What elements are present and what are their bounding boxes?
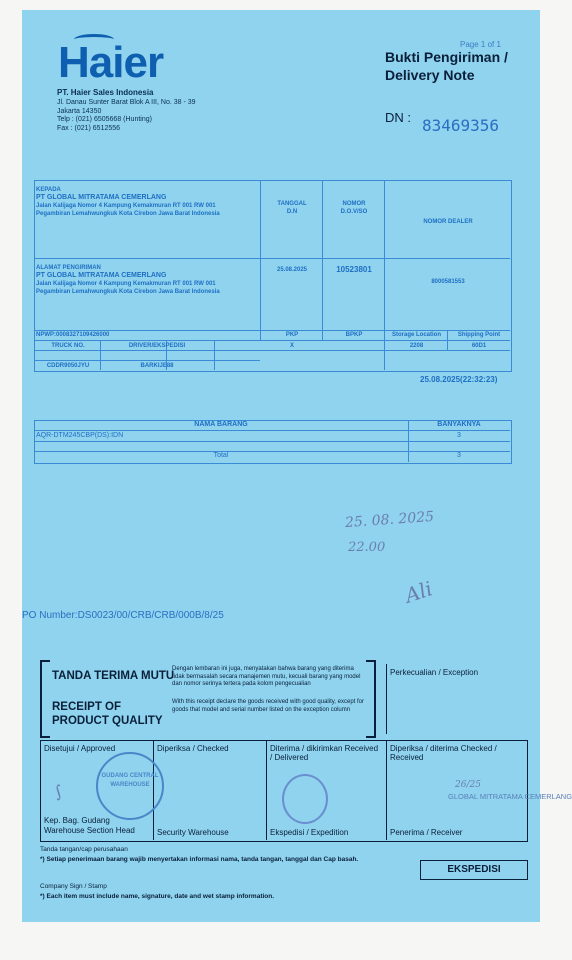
dn-number: 83469356: [422, 116, 500, 135]
shipping-value: 60D1: [471, 343, 487, 349]
storage-label: Storage Location: [391, 332, 441, 338]
table-divider: [34, 430, 510, 431]
table-divider: [384, 180, 385, 370]
table-divider: [322, 180, 323, 340]
company-name: PT. Haier Sales Indonesia: [57, 88, 154, 97]
receiver-date: 26/25: [455, 780, 481, 790]
delivered-role: Ekspedisi / Expedition: [270, 828, 349, 837]
item-qty: 3: [457, 432, 461, 439]
nomor-sub: D.O.V/SO: [340, 209, 368, 215]
truck-label: TRUCK NO.: [51, 343, 85, 349]
receipt-text-id: Dengan lembaran ini juga, menyatakan bahwa barang yang diterima tidak bermasalah secara manajemen mutu, kecuali barang yang model dan nomor serinya tertera pada kolom pengecualian: [172, 666, 361, 687]
kepada-label: KEPADA: [36, 187, 61, 193]
haier-logo: Haier: [58, 38, 164, 87]
title-en: Delivery Note: [385, 67, 475, 83]
nomor-dealer-label: NOMOR DEALER: [423, 219, 473, 225]
received-delivered-label: Diterima / dikirimkan Received / Delivered: [270, 744, 379, 762]
address-line: Jl. Danau Sunter Barat Blok A III, No. 38 - 39: [57, 99, 196, 106]
approved-label: Disetujui / Approved: [44, 744, 116, 753]
receipt-text-en: With this receipt declare the goods received with good quality, except for goods that model and serial number listed on the exception column: [172, 699, 364, 713]
bpkp-label: BPKP: [345, 332, 363, 338]
handwritten-signature: Ali: [401, 576, 436, 608]
receipt-quality-box: [40, 660, 376, 734]
pkp-value: X: [289, 343, 294, 349]
company-address: [57, 99, 196, 133]
dn-label: DN :: [385, 110, 411, 125]
ekspedisi-box: EKSPEDISI: [420, 860, 528, 880]
print-datetime: 25.08.2025(22:32:23): [420, 375, 498, 384]
pkp-label: PKP: [285, 332, 299, 338]
po-number: PO Number:DS0023/00/CRB/CRB/000B/8/25: [22, 610, 224, 621]
storage-value: 2208: [409, 343, 424, 349]
exception-label: Perkecualian / Exception: [390, 668, 479, 677]
table-divider: [34, 350, 510, 351]
alamat-address-line: Jalan Kalijaga Nomor 4 Kampung Kemakmuran RT 001 RW 001: [36, 281, 216, 287]
exception-divider: [386, 664, 387, 734]
receipt-title-en: RECEIPT OF PRODUCT QUALITY: [52, 701, 163, 727]
title-id: Bukti Pengiriman /: [385, 49, 508, 65]
table-divider: [34, 441, 510, 442]
tanggal-label: TANGGAL: [277, 201, 307, 207]
company-sign-label: Company Sign / Stamp: [40, 883, 107, 890]
total-label: Total: [213, 452, 229, 459]
tanggal-sub: D.N: [286, 209, 298, 215]
alamat-address-line: Pegambiran Lemahwungkuk Kota Cirebon Jawa Barat Indonesia: [36, 289, 220, 295]
expedition-signature-mark: [282, 774, 328, 824]
kepada-name: PT GLOBAL MITRATAMA CEMERLANG: [36, 194, 167, 201]
fax-line: Fax : (021) 6512556: [57, 124, 121, 132]
sig-divider: [386, 740, 387, 840]
kepada-address-line: Pegambiran Lemahwungkuk Kota Cirebon Jawa Barat Indonesia: [36, 211, 220, 217]
handwritten-date: 25. 08. 2025: [344, 508, 435, 532]
npwp: NPWP:0008327109426000: [36, 332, 110, 338]
telp-line: Telp : (021) 6505668 (Hunting): [57, 116, 152, 123]
received-role: Penerima / Receiver: [390, 828, 463, 837]
table-divider: [34, 360, 260, 361]
alamat-label: ALAMAT PENGIRIMAN: [36, 265, 101, 271]
checked-received-label: Diperiksa / diterima Checked / Received: [390, 744, 497, 762]
approved-role: Kep. Bag. Gudang Warehouse Section Head: [44, 816, 135, 835]
total-qty: 3: [457, 452, 461, 459]
table-divider: [34, 258, 510, 259]
receipt-title-id: TANDA TERIMA MUTU: [52, 670, 175, 682]
handwritten-time: 22.00: [348, 540, 386, 555]
checked-label: Diperiksa / Checked: [157, 744, 229, 753]
driver-value: BARKIJE88: [140, 363, 174, 369]
nomor-header: [324, 200, 384, 216]
shipping-label: Shipping Point: [457, 332, 501, 338]
receiver-stamp: GLOBAL MITRATAMA CEMERLANG: [448, 792, 572, 801]
alamat-block: [36, 264, 220, 296]
nama-barang-header: NAMA BARANG: [194, 421, 248, 428]
alamat-name: PT GLOBAL MITRATAMA CEMERLANG: [36, 272, 167, 279]
note-id: *) Setiap penerimaan barang wajib menyertakan informasi nama, tanda tangan, tanggal dan Cap basah.: [40, 856, 359, 863]
approved-signature-mark: ∫: [51, 781, 66, 802]
table-divider: [260, 180, 261, 340]
document-title: [385, 48, 508, 84]
checked-role: Security Warehouse: [157, 828, 229, 837]
kepada-address-line: Jalan Kalijaga Nomor 4 Kampung Kemakmuran RT 001 RW 001: [36, 203, 216, 209]
dealer-value: 8000581553: [431, 279, 465, 285]
table-divider: [214, 340, 215, 370]
kepada-block: [36, 186, 220, 218]
item-name: AQR-DTM245CBP(DS):IDN: [36, 432, 124, 439]
sig-divider: [266, 740, 267, 840]
driver-label: DRIVER/EKSPEDISI: [128, 343, 186, 349]
nomor-label: NOMOR: [342, 201, 366, 207]
note-en: *) Each item must include name, signature, date and wet stamp information.: [40, 893, 275, 900]
page-label: Page 1 of 1: [460, 40, 501, 49]
table-divider: [34, 340, 510, 341]
warehouse-stamp: GUDANG CENTRAL WAREHOUSE: [96, 752, 164, 820]
stamp-note: Tanda tangan/cap perusahaan: [40, 846, 128, 853]
banyaknya-header: BANYAKNYA: [437, 421, 481, 428]
tanggal-header: [262, 200, 322, 216]
truck-value: CDDR9050JYU: [46, 363, 90, 369]
bracket-left: [40, 660, 50, 738]
nomor-value: 10523801: [336, 265, 372, 274]
address-line: Jakarta 14350: [57, 107, 102, 115]
tanggal-value: 25.08.2025: [276, 267, 308, 273]
